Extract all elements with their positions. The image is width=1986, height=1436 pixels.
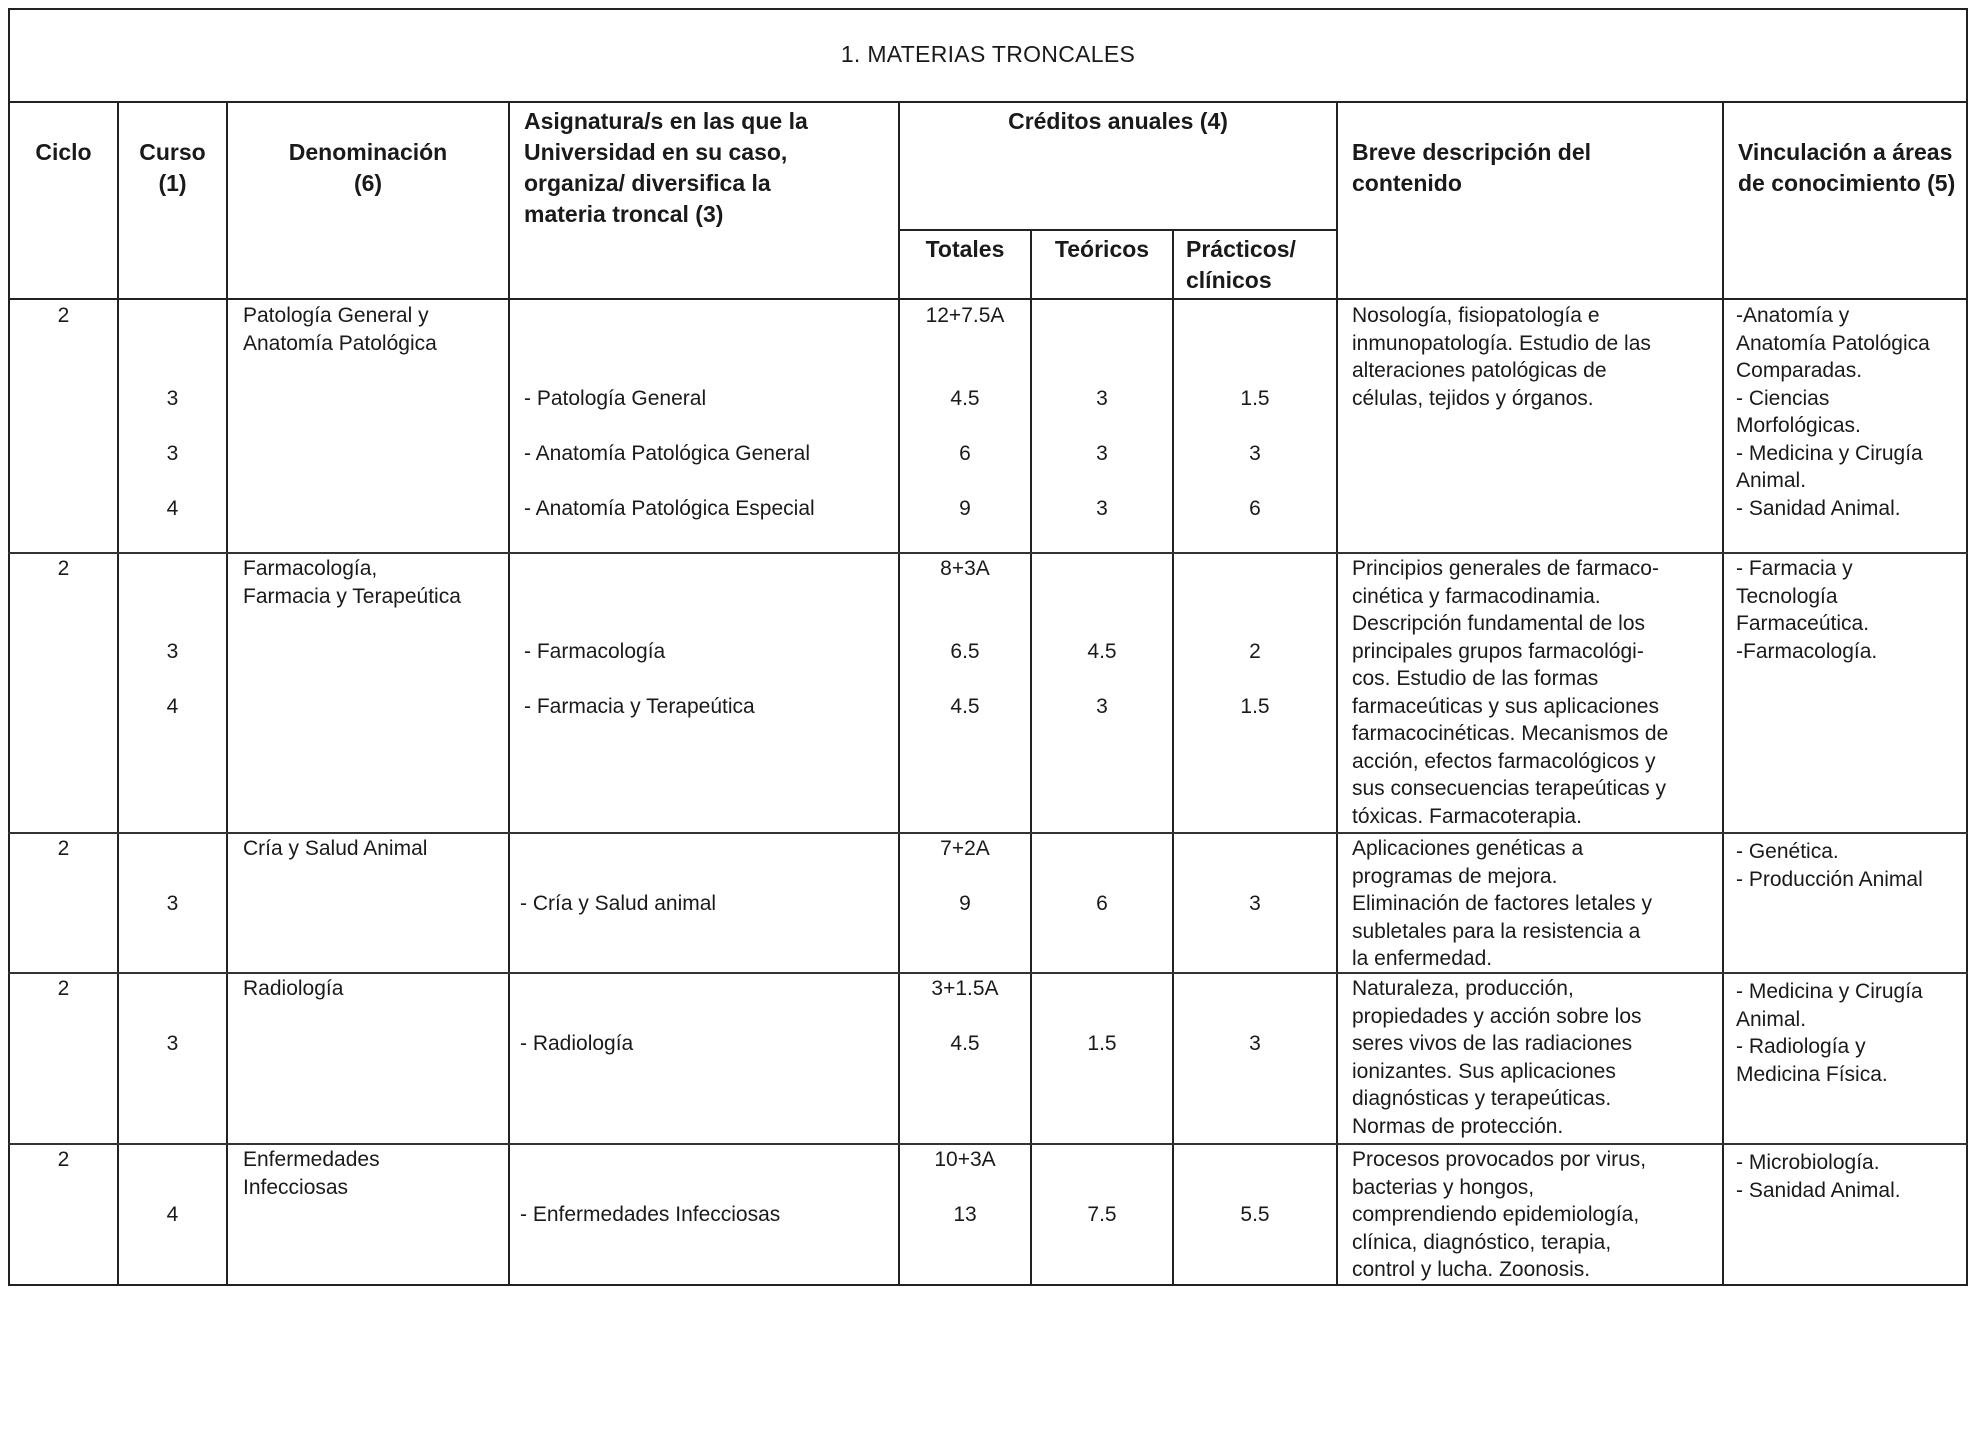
- row4-ciclo: 2: [57, 977, 70, 1000]
- row1-sub3-totales: 9: [959, 497, 971, 520]
- row1-sub2-teoricos: 3: [1096, 442, 1108, 465]
- row3-ciclo: 2: [57, 837, 70, 860]
- page-title: 1. MATERIAS TRONCALES: [8, 8, 1968, 103]
- row4-descripcion: Naturaleza, producción, propiedades y acción sobre los seres vivos de las radiaciones ionizantes. Sus aplicaciones diagnósticas y terapeúticas. Normas de protección.: [1352, 977, 1642, 1138]
- header-curso: Curso (1): [139, 139, 206, 196]
- row3-sub1-totales: 9: [959, 892, 971, 915]
- row4-vinculacion: - Medicina y Cirugía Animal. - Radiología y Medicina Física.: [1736, 980, 1923, 1086]
- creditos-sub-divider: [898, 229, 1336, 231]
- col-divider-practicos: [1336, 103, 1338, 1286]
- row3-descripcion: Aplicaciones genéticas a programas de mejora. Eliminación de factores letales y subletales para la resistencia a la enfermedad.: [1352, 837, 1652, 970]
- row2-descripcion: Principios generales de farmaco- cinética y farmacodinamia. Descripción fundamental de los principales grupos farmacológi- cos. Estudio de las formas farmaceúticas y sus aplicaciones farmacocinéticas. Mecanismos de acción, efectos farmacológicos y sus consecuencias terapeúticas y tóxicas. Farmacoterapia.: [1352, 557, 1669, 828]
- row3-vinculacion: - Genética. - Producción Animal: [1736, 840, 1923, 891]
- row2-sub2-totales: 4.5: [950, 695, 980, 718]
- row1-sub2-practicos: 3: [1249, 442, 1261, 465]
- row5-denominacion: Enfermedades Infecciosas: [243, 1148, 380, 1199]
- row5-sub1-asignatura: - Enfermedades Infecciosas: [520, 1203, 781, 1226]
- row1-sub1-curso: 3: [166, 387, 179, 410]
- row4-total: 3+1.5A: [931, 977, 999, 1000]
- row5-vinculacion: - Microbiología. - Sanidad Animal.: [1736, 1151, 1901, 1202]
- row1-sub1-teoricos: 3: [1096, 387, 1108, 410]
- row5-sub1-curso: 4: [166, 1203, 179, 1226]
- row1-denominacion: Patología General y Anatomía Patológica: [243, 304, 437, 355]
- col-divider-curso: [226, 103, 228, 1286]
- row3-sub1-curso: 3: [166, 892, 179, 915]
- row5-total: 10+3A: [934, 1148, 996, 1171]
- row4-denominacion: Radiología: [243, 977, 344, 1000]
- row1-sub2-totales: 6: [959, 442, 971, 465]
- row1-sub3-curso: 4: [166, 497, 179, 520]
- row2-sub1-practicos: 2: [1249, 640, 1261, 663]
- row2-sub2-teoricos: 3: [1096, 695, 1108, 718]
- row4-sub1-teoricos: 1.5: [1087, 1032, 1117, 1055]
- row5-descripcion: Procesos provocados por virus, bacterias y hongos, comprendiendo epidemiología, clínica, diagnóstico, terapia, control y lucha. Zoonosis.: [1352, 1148, 1647, 1281]
- row2-vinculacion: - Farmacia y Tecnología Farmaceútica. -Farmacología.: [1736, 557, 1878, 663]
- header-practicos: Prácticos/ clínicos: [1186, 236, 1296, 293]
- row3-sub1-asignatura: - Cría y Salud animal: [520, 892, 717, 915]
- row1-sub1-asignatura: - Patología General: [524, 387, 707, 410]
- row2-sub1-asignatura: - Farmacología: [524, 640, 666, 663]
- row-divider-1: [8, 552, 1968, 554]
- row5-sub1-totales: 13: [953, 1203, 977, 1226]
- row-divider-2: [8, 832, 1968, 834]
- header-totales: Totales: [925, 236, 1005, 262]
- col-divider-denominacion: [508, 103, 510, 1286]
- row1-total: 12+7.5A: [925, 304, 1005, 327]
- row1-sub2-curso: 3: [166, 442, 179, 465]
- header-vinculacion: Vinculación a áreas de conocimiento (5): [1738, 139, 1956, 196]
- row2-sub1-totales: 6.5: [950, 640, 980, 663]
- row1-sub3-teoricos: 3: [1096, 497, 1108, 520]
- row5-sub1-practicos: 5.5: [1240, 1203, 1270, 1226]
- row4-sub1-asignatura: - Radiología: [520, 1032, 634, 1055]
- header-teoricos: Teóricos: [1054, 236, 1150, 262]
- row1-vinculacion: -Anatomía y Anatomía Patológica Comparadas. - Ciencias Morfológicas. - Medicina y Cirugía Animal. - Sanidad Animal.: [1736, 304, 1930, 520]
- row1-sub3-practicos: 6: [1249, 497, 1261, 520]
- header-creditos: Créditos anuales (4): [1008, 108, 1228, 134]
- row4-sub1-practicos: 3: [1249, 1032, 1261, 1055]
- header-bottom-line: [8, 298, 1968, 300]
- row3-total: 7+2A: [940, 837, 990, 860]
- row1-sub1-totales: 4.5: [950, 387, 980, 410]
- header-asignaturas: Asignatura/s en las que la Universidad en su caso, organiza/ diversifica la materia troncal (3): [524, 108, 808, 227]
- row1-sub3-asignatura: - Anatomía Patológica Especial: [524, 497, 815, 520]
- row5-sub1-teoricos: 7.5: [1087, 1203, 1117, 1226]
- header-descripcion: Breve descripción del contenido: [1352, 139, 1592, 196]
- row3-sub1-teoricos: 6: [1096, 892, 1108, 915]
- row2-sub1-teoricos: 4.5: [1087, 640, 1117, 663]
- row-divider-4: [8, 1143, 1968, 1145]
- row1-descripcion: Nosología, fisiopatología e inmunopatología. Estudio de las alteraciones patológicas de células, tejidos y órganos.: [1352, 304, 1651, 410]
- row4-sub1-totales: 4.5: [950, 1032, 980, 1055]
- row2-sub1-curso: 3: [166, 640, 179, 663]
- row2-total: 8+3A: [940, 557, 990, 580]
- row4-sub1-curso: 3: [166, 1032, 179, 1055]
- row1-ciclo: 2: [57, 304, 70, 327]
- row2-denominacion: Farmacología, Farmacia y Terapeútica: [243, 557, 461, 608]
- row3-sub1-practicos: 3: [1249, 892, 1261, 915]
- header-denominacion: Denominación (6): [288, 139, 448, 196]
- row2-sub2-practicos: 1.5: [1240, 695, 1270, 718]
- row2-ciclo: 2: [57, 557, 70, 580]
- header-ciclo: Ciclo: [35, 139, 92, 165]
- row3-denominacion: Cría y Salud Animal: [243, 837, 428, 860]
- col-divider-descripcion: [1722, 103, 1724, 1286]
- row2-sub2-curso: 4: [166, 695, 179, 718]
- row2-sub2-asignatura: - Farmacia y Terapeútica: [524, 695, 755, 718]
- row5-ciclo: 2: [57, 1148, 70, 1171]
- row1-sub2-asignatura: - Anatomía Patológica General: [524, 442, 811, 465]
- row1-sub1-practicos: 1.5: [1240, 387, 1270, 410]
